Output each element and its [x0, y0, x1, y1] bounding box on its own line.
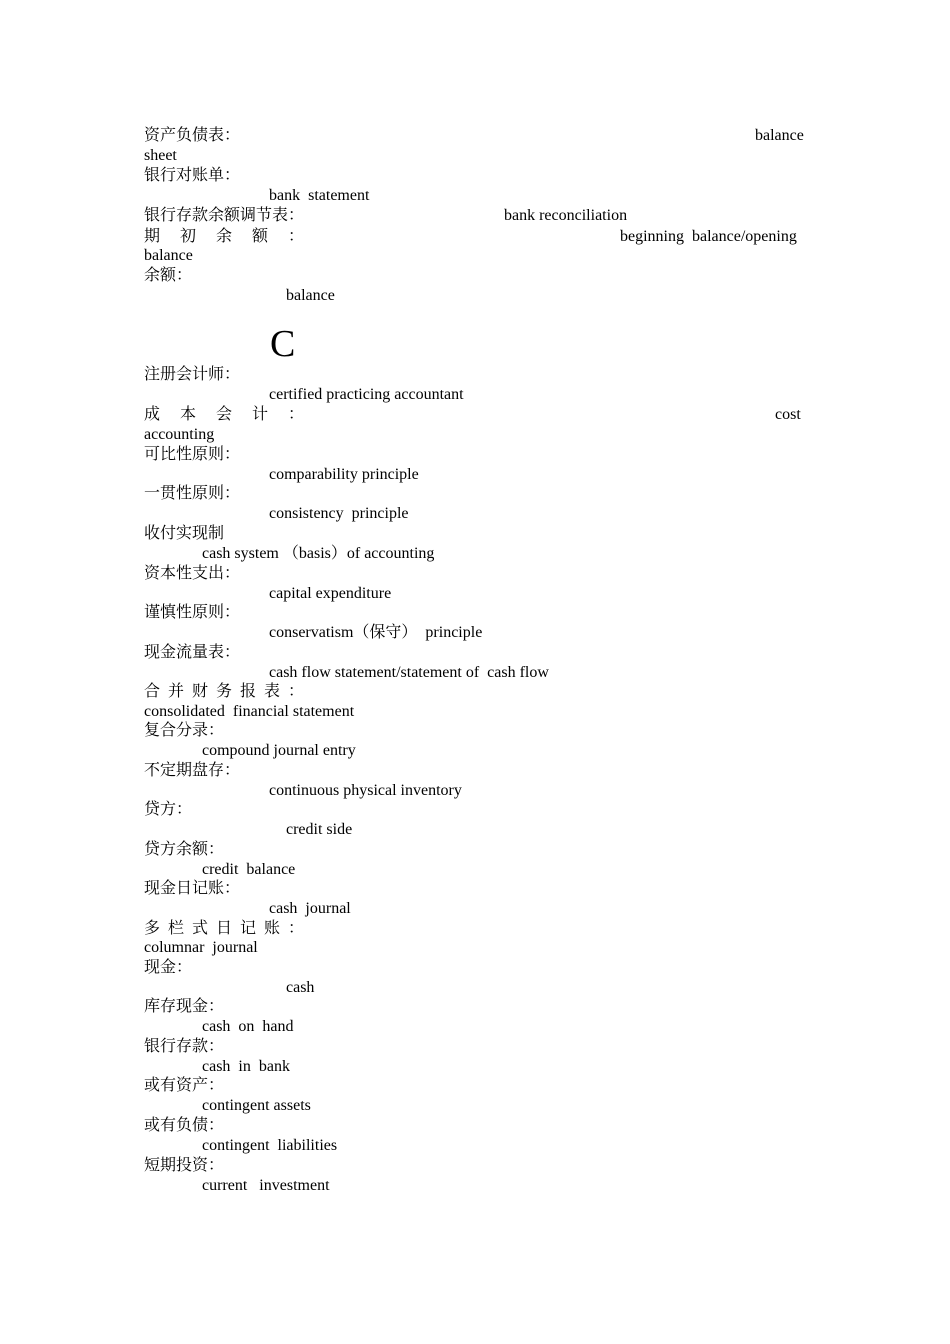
term-cn: 收付实现制 — [144, 525, 225, 542]
term-cn: 银行对账单： — [144, 167, 241, 184]
term-en: contingent liabilities — [202, 1137, 338, 1154]
term-en: contingent assets — [202, 1097, 311, 1114]
term-en: consistency principle — [269, 505, 409, 522]
term-en: certified practicing accountant — [269, 386, 464, 403]
term-en: compound journal entry — [202, 742, 356, 759]
term-cn: 注册会计师： — [144, 366, 241, 383]
term-cn: 复合分录： — [144, 722, 225, 739]
term-en: cash on hand — [202, 1018, 294, 1035]
section-letter: C — [270, 323, 296, 365]
term-cn: 多 栏 式 日 记 账 ： — [144, 920, 307, 937]
term-cn: 资产负债表： — [144, 127, 241, 144]
term-cn: 银行存款： — [144, 1038, 225, 1055]
term-cn: 现金： — [144, 959, 193, 976]
term-en: cost — [775, 406, 801, 423]
term-cn: 或有资产： — [144, 1077, 225, 1094]
term-cn: 短期投资： — [144, 1157, 225, 1174]
term-en: sheet — [144, 147, 177, 164]
term-cn: 成 本 会 计 ： — [144, 406, 313, 423]
term-en: balance — [755, 127, 804, 144]
term-cn: 资本性支出： — [144, 565, 241, 582]
term-en: comparability principle — [269, 466, 419, 483]
term-cn: 一贯性原则： — [144, 485, 241, 502]
term-en: current investment — [202, 1177, 330, 1194]
term-en: conservatism（保守） principle — [269, 624, 483, 641]
term-cn: 现金日记账： — [144, 880, 241, 897]
term-cn: 现金流量表： — [144, 644, 241, 661]
term-en: columnar journal — [144, 939, 258, 956]
term-cn: 期 初 余 额 ： — [144, 228, 313, 245]
term-en: bank reconciliation — [504, 207, 628, 224]
term-en: cash system （basis）of accounting — [202, 545, 435, 562]
term-en: balance — [144, 247, 193, 264]
term-cn: 余额： — [144, 267, 193, 284]
term-cn: 不定期盘存： — [144, 762, 241, 779]
term-en: continuous physical inventory — [269, 782, 462, 799]
term-en: consolidated financial statement — [144, 703, 355, 720]
term-cn: 谨慎性原则： — [144, 604, 241, 621]
term-en: credit balance — [202, 861, 296, 878]
term-cn: 合 并 财 务 报 表 ： — [144, 683, 307, 700]
term-en: balance — [286, 287, 335, 304]
term-cn: 银行存款余额调节表： — [144, 207, 305, 224]
term-cn: 贷方余额： — [144, 841, 225, 858]
term-en: cash flow statement/statement of cash flow — [269, 664, 549, 681]
term-en: credit side — [286, 821, 353, 838]
term-en: capital expenditure — [269, 585, 392, 602]
term-cn: 可比性原则： — [144, 446, 241, 463]
term-en: cash in bank — [202, 1058, 290, 1075]
term-en: cash journal — [269, 900, 351, 917]
term-en: bank statement — [269, 187, 370, 204]
term-cn: 或有负债： — [144, 1117, 225, 1134]
term-en: beginning balance/opening — [620, 228, 797, 245]
term-en: cash — [286, 979, 315, 996]
term-cn: 贷方： — [144, 801, 193, 818]
term-cn: 库存现金： — [144, 998, 225, 1015]
term-en: accounting — [144, 426, 215, 443]
